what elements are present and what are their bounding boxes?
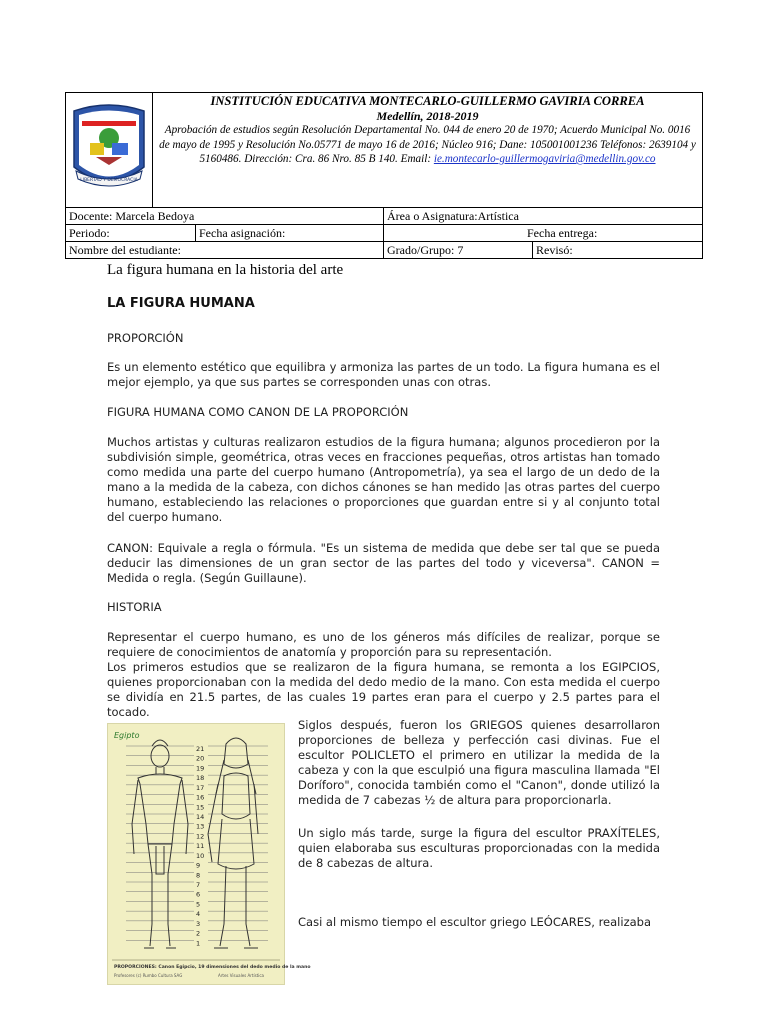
scale-number: 7 — [196, 881, 201, 889]
institution-approval — [153, 123, 702, 167]
student-name-cell: Nombre del estudiante: — [66, 242, 384, 259]
canon-label: FIGURA HUMANA COMO CANON DE LA PROPORCIÓN — [107, 405, 409, 419]
figure-caption: PROPORCIONES: Canon Egipcio, 19 dimensiones del dedo medio de la mano — [114, 965, 311, 970]
student-info-table — [65, 207, 703, 259]
egyptian-canon-figure — [107, 723, 311, 985]
figure-corner-label: Egipto — [114, 731, 140, 740]
griegos-paragraph: Siglos después, fueron los GRIEGOS quienes desarrollaron proporciones de belleza y perfección casi divinas. Fue el escultor POLICLETO el primero en utilizar la medida de la cabeza y con la que esculpió una figura masculina llamada "El Doríforo", conocida también como el "Canon", donde utilizó la medida de 7 cabezas ½ de altura para proporcionarla. — [298, 718, 660, 807]
figure-credits-left: Profesores (c) Rumbo Cultura SAG — [114, 973, 183, 978]
scale-number: 15 — [196, 803, 205, 812]
historia-paragraph-1: Representar el cuerpo humano, es uno de los géneros más difíciles de realizar, porque se requiere de conocimientos de anatomía y proporción para su representación. — [107, 630, 660, 659]
approval-text: Aprobación de estudios según Resolución Departamental No. 044 de enero 20 de 1970; Acuerdo Municipal No. 0016 de mayo de 1995 y Resolución No.05771 de mayo 16 de 2016; Núcleo 916; Dane: 105001001236 Teléfonos: 2639104 y 5160486. Dirección: Cra. 86 Nro. 85 B 140. Email: — [159, 124, 696, 165]
egyptian-canon-illustration — [108, 724, 311, 984]
canon-paragraph: Muchos artistas y culturas realizaron estudios de la figura humana; algunos procedieron por la subdivisión simple, geométrica, otras veces en fracciones pequeñas, otros artistas han tomado como medida una parte del cuerpo humano (Antropometría), ya sea el largo de un dedo de la mano a la medida de la cabeza, con dichos cánones se han medido |as otras partes del cuerpo humano, estableciendo las relaciones o proporciones que guardan entre si y al conjunto total del cuerpo humano. — [107, 435, 660, 524]
email-link[interactable]: ie.montecarlo-guillermogaviria@medellin.gov.co — [433, 153, 656, 165]
scale-number: 19 — [196, 764, 205, 773]
historia-label: HISTORIA — [107, 600, 162, 614]
scale-number: 21 — [196, 745, 205, 753]
scale-number: 3 — [196, 919, 201, 928]
reviewed-cell: Revisó: — [533, 242, 703, 259]
scale-number: 8 — [196, 871, 201, 880]
scale-number: 11 — [196, 842, 205, 851]
institution-city-years: Medellín, 2018-2019 — [376, 109, 479, 123]
institution-name: INSTITUCIÓN EDUCATIVA MONTECARLO-GUILLERMO GAVIRIA CORREA — [210, 94, 645, 108]
svg-text:LIBERTAD Y DEMOCRACIA: LIBERTAD Y DEMOCRACIA — [80, 178, 138, 183]
period-cell: Periodo: — [66, 225, 196, 242]
scale-number: 12 — [196, 832, 205, 841]
institution-info — [153, 93, 702, 207]
praxiteles-paragraph: Un siglo más tarde, surge la figura del escultor PRAXÍTELES, quien elaboraba sus esculturas proporcionadas con la medida de 8 cabezas de altura. — [298, 826, 660, 870]
scale-number: 9 — [196, 861, 201, 870]
teacher-cell: Docente: Marcela Bedoya — [66, 208, 384, 225]
subject-cell: Área o Asignatura:Artística — [384, 208, 703, 225]
scale-number: 20 — [196, 754, 205, 763]
scale-number: 18 — [196, 774, 205, 783]
logo-cell — [66, 93, 153, 207]
document-title: La figura humana en la historia del arte — [107, 262, 344, 278]
scale-number: 14 — [196, 813, 205, 821]
proporcion-paragraph: Es un elemento estético que equilibra y armoniza las partes de un todo. La figura humana es el mejor ejemplo, ya que sus partes se corresponden unas con otras. — [107, 360, 660, 389]
scale-number: 6 — [196, 890, 201, 899]
delivery-date-cell — [384, 225, 703, 242]
school-shield-logo-icon — [66, 93, 152, 207]
scale-number: 1 — [196, 939, 201, 948]
institution-header — [65, 92, 703, 208]
scale-number: 13 — [196, 822, 205, 831]
historia-paragraph-2: Los primeros estudios que se realizaron de la figura humana, se remonta a los EGIPCIOS, quienes proporcionaban con la medida del dedo medio de la mano. Con esta medida el cuerpo se dividía en 21.5 partes, de las cuales 19 partes eran para el cuerpo y 2.5 partes para el tocado. — [107, 660, 660, 719]
scale-number: 16 — [196, 793, 205, 802]
scale-number: 2 — [196, 929, 201, 938]
assign-date-cell: Fecha asignación: — [196, 225, 384, 242]
scale-number: 10 — [196, 851, 205, 860]
scale-number: 17 — [196, 783, 205, 792]
delivery-date-label: Fecha entrega: — [527, 225, 598, 240]
scale-number: 5 — [196, 900, 201, 909]
leocares-paragraph: Casi al mismo tiempo el escultor griego LEÓCARES, realizaba — [298, 915, 651, 929]
grade-cell: Grado/Grupo: 7 — [384, 242, 533, 259]
section-heading: LA FIGURA HUMANA — [107, 296, 255, 311]
canon-definition-paragraph: CANON: Equivale a regla o fórmula. "Es un sistema de medida que debe ser tal que se pueda deducir las dimensiones de un gran sector de las partes del todo y viceversa". CANON = Medida o regla. (Según Guillaune). — [107, 541, 660, 585]
proporcion-label: PROPORCIÓN — [107, 331, 184, 345]
male-figure-front — [132, 740, 188, 948]
figure-credits-right: Artes Visuales Artística — [218, 973, 264, 978]
scale-number: 4 — [196, 910, 201, 919]
